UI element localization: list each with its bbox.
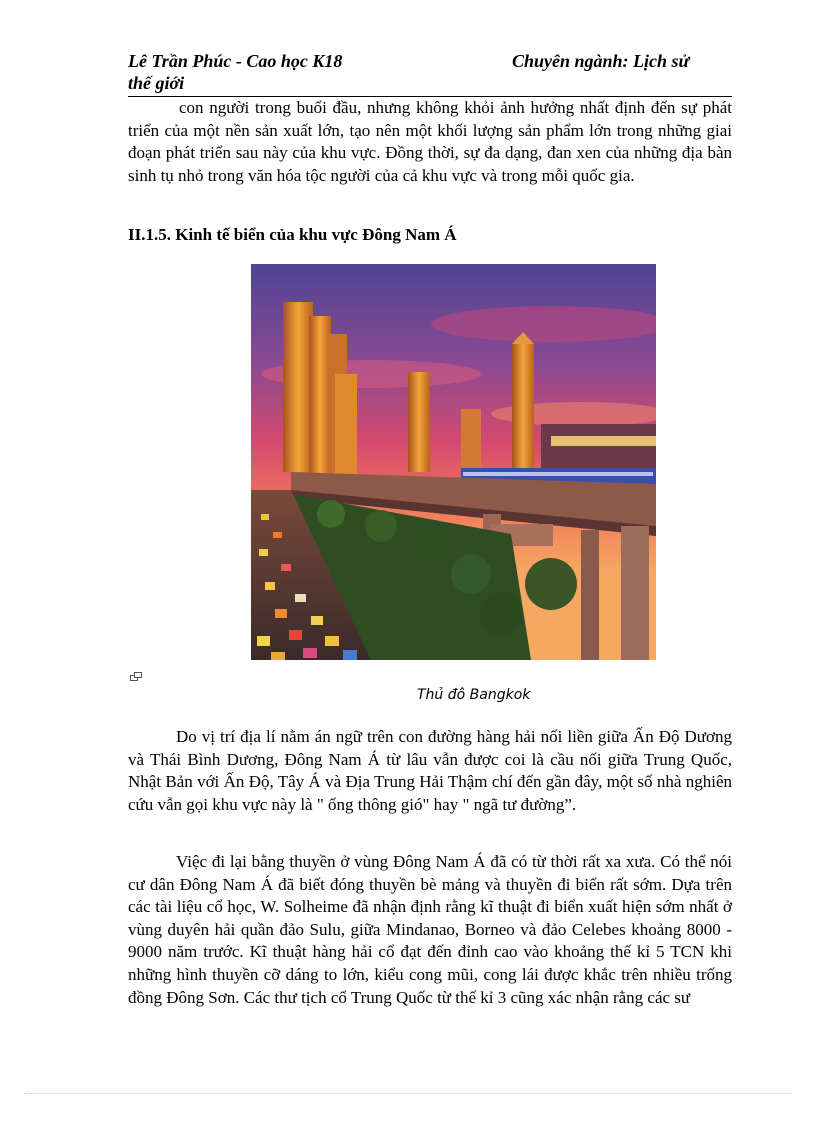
object-anchor-icon — [130, 672, 144, 682]
paragraph-seafaring: Việc đi lại bằng thuyền ở vùng Đông Nam Á đã có từ thời rất xa xưa. Có thể nói cư dân Đông Nam Á đã biết đóng thuyền bè mảng và thuyền đi biển rất sớm. Dựa trên các tài liệu cổ học, W. Solheime đã nhận định rằng kĩ thuật đi biển xuất hiện sớm nhất ở vùng duyên hải quần đảo Sulu, giữa Mindanao, Borneo và đảo Celebes khoảng 8000 - 9000 năm trước. Kĩ thuật hàng hải cổ đạt đến đỉnh cao vào khoảng thế kỉ 5 TCN khi những hình thuyền cỡ dáng to lớn, kiểu cong mũi, cong lái được khắc trên nhiều trống đồng Đông Sơn. Các thư tịch cổ Trung Quốc từ thế kỉ 3 cũng xác nhận rằng các sư — [128, 852, 732, 1007]
page-bottom-boundary — [24, 1093, 792, 1094]
paragraph-geography: Do vị trí địa lí nằm án ngữ trên con đường hàng hải nối liền giữa Ấn Độ Dương và Thái Bình Dương, Đông Nam Á từ lâu vẫn được coi là cầu nối giữa Trung Quốc, Nhật Bản với Ấn Độ, Tây Á và Địa Trung Hải Thậm chí đến gần đây, một số nhà nghiên cứu vẫn gọi khu vực này là " ống thông gió" hay " ngã tư đường”. — [128, 727, 732, 814]
bangkok-skyline-photo — [251, 264, 656, 660]
section-heading: II.1.5. Kinh tế biển của khu vực Đông Nam Á — [128, 225, 457, 244]
figure-caption: Thủ đô Bangkok — [417, 687, 531, 703]
paragraph-intro: con người trong buổi đầu, nhưng không khỏi ảnh hưởng nhất định đến sự phát triển của một nền sản xuất lớn, tạo nên một khối lượng sản phẩm lớn trong những giai đoạn phát triển sau này của khu vực. Đồng thời, sự đa dạng, đan xen của những địa bàn sinh tụ nhỏ trong văn hóa tộc người của cả khu vực và trong mỗi quốc gia. — [128, 98, 732, 185]
header-specialty: Chuyên ngành: Lịch sử — [512, 51, 690, 71]
header-specialty-continued: thế giới — [128, 73, 185, 93]
header-author: Lê Trần Phúc - Cao học K18 — [128, 51, 343, 71]
